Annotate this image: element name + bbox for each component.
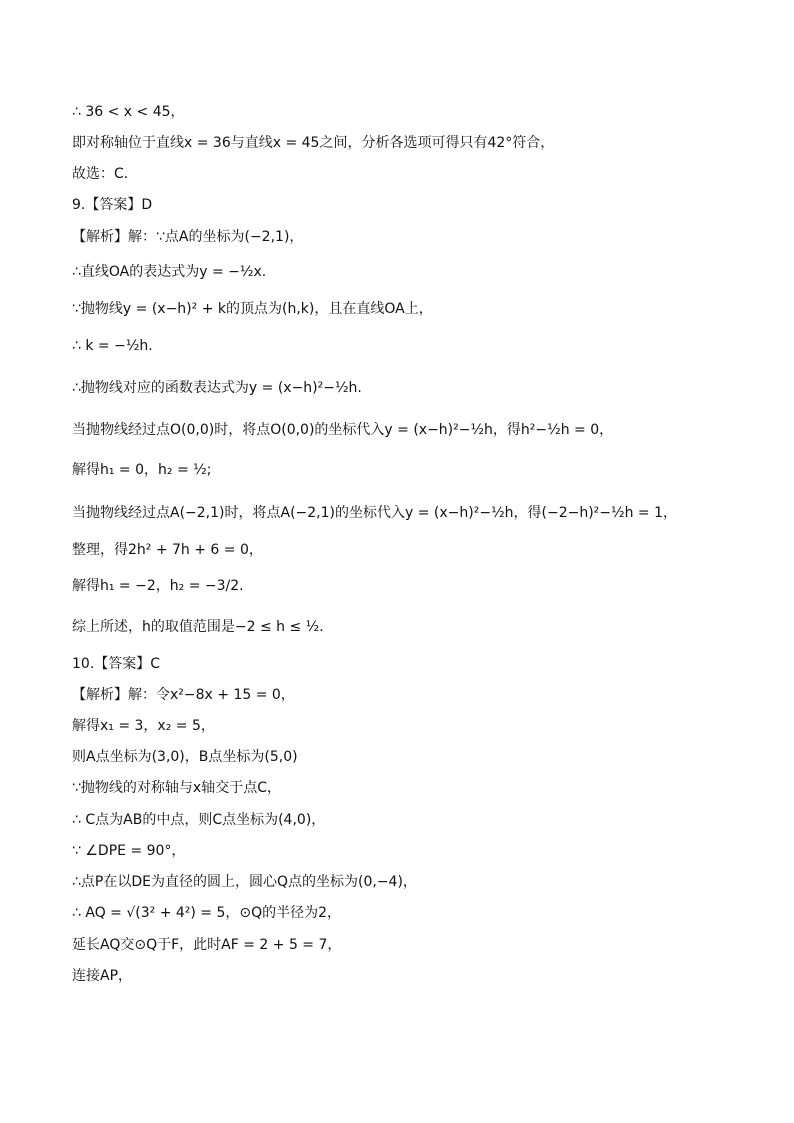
text-line: ∴抛物线对应的函数表达式为y = (x−h)²−½h. bbox=[72, 380, 362, 396]
text-line: 当抛物线经过点O(0,0)时，将点O(0,0)的坐标代入y = (x−h)²−½h，得h²−½h = 0， bbox=[72, 422, 614, 438]
text-line: ∴ 36 < x < 45， bbox=[72, 104, 185, 120]
text-line: ∵抛物线y = (x−h)² + k的顶点为(h,k)，且在直线OA上， bbox=[72, 301, 433, 317]
text-line: 则A点坐标为(3,0)，B点坐标为(5,0) bbox=[72, 749, 298, 765]
text-line: ∴ k = −½h. bbox=[72, 338, 153, 354]
text-line: 解得x₁ = 3，x₂ = 5， bbox=[72, 718, 215, 734]
question-9-answer: 9.【答案】D bbox=[72, 197, 153, 213]
text-line: 延长AQ交⊙Q于F，此时AF = 2 + 5 = 7， bbox=[72, 937, 342, 953]
text-line: 解得h₁ = −2，h₂ = −3/2. bbox=[72, 578, 244, 594]
question-10-answer: 10.【答案】C bbox=[72, 656, 161, 672]
text-line: 解得h₁ = 0，h₂ = ½; bbox=[72, 462, 212, 478]
text-line: 整理，得2h² + 7h + 6 = 0， bbox=[72, 542, 263, 558]
question-10-analysis: 【解析】解：令x²−8x + 15 = 0， bbox=[72, 687, 295, 703]
text-line: ∵ ∠DPE = 90°， bbox=[72, 843, 186, 859]
text-line: ∴ AQ = √(3² + 4²) = 5，⊙Q的半径为2， bbox=[72, 905, 342, 921]
text-line: ∵抛物线的对称轴与x轴交于点C， bbox=[72, 780, 281, 796]
text-line: 综上所述，h的取值范围是−2 ≤ h ≤ ½. bbox=[72, 619, 324, 635]
text-line: 即对称轴位于直线x = 36与直线x = 45之间，分析各选项可得只有42°符合， bbox=[72, 135, 555, 151]
text-line: 当抛物线经过点A(−2,1)时，将点A(−2,1)的坐标代入y = (x−h)²−½h，得(−2−h)²−½h = 1， bbox=[72, 505, 677, 521]
question-9-analysis: 【解析】解：∵点A的坐标为(−2,1)， bbox=[72, 229, 304, 245]
text-line: ∴直线OA的表达式为y = −½x. bbox=[72, 264, 267, 280]
text-line: 故选：C． bbox=[72, 166, 138, 182]
text-line: ∴ C点为AB的中点，则C点坐标为(4,0)， bbox=[72, 812, 326, 828]
text-line: 连接AP， bbox=[72, 968, 133, 984]
text-line: ∴点P在以DE为直径的圆上，圆心Q点的坐标为(0,−4)， bbox=[72, 874, 417, 890]
